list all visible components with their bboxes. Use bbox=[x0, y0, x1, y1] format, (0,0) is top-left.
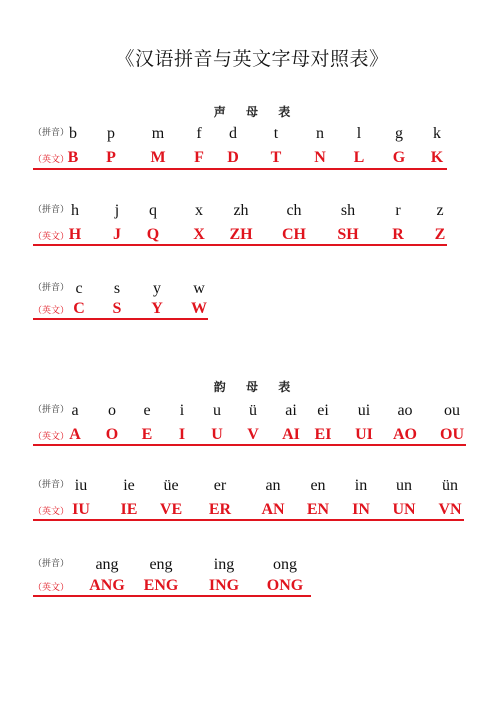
pinyin-cell: f bbox=[196, 125, 202, 142]
row-underline bbox=[33, 244, 447, 246]
pinyin-row-label: （拼音） bbox=[33, 205, 70, 215]
pinyin-cell: c bbox=[75, 280, 83, 297]
pinyin-cell: t bbox=[273, 125, 279, 142]
heading-char: 表 bbox=[278, 105, 291, 119]
heading-char: 韵 bbox=[213, 380, 226, 394]
heading-char: 母 bbox=[245, 380, 258, 394]
english-cell: AI bbox=[282, 426, 300, 443]
pinyin-cell: u bbox=[213, 402, 221, 419]
page-title: 《汉语拼音与英文字母对照表》 bbox=[115, 48, 389, 70]
heading-char: 声 bbox=[213, 105, 226, 119]
pinyin-cell: r bbox=[395, 202, 401, 219]
pinyin-cell: n bbox=[316, 125, 324, 142]
heading-char: 表 bbox=[278, 380, 291, 394]
pinyin-cell: w bbox=[193, 280, 205, 297]
english-cell: IE bbox=[120, 501, 138, 518]
pinyin-row-label: （拼音） bbox=[33, 480, 70, 490]
pinyin-cell: ch bbox=[286, 202, 302, 219]
pinyin-cell: er bbox=[213, 477, 227, 494]
pinyin-cell: a bbox=[71, 402, 79, 419]
english-cell: Z bbox=[434, 226, 446, 243]
english-row-label: （英文） bbox=[33, 507, 70, 517]
english-cell: X bbox=[193, 226, 205, 243]
english-cell: R bbox=[392, 226, 404, 243]
english-cell: IN bbox=[352, 501, 370, 518]
english-cell: N bbox=[314, 149, 326, 166]
pinyin-cell: ui bbox=[357, 402, 371, 419]
english-row-label: （英文） bbox=[33, 306, 70, 316]
english-cell: I bbox=[178, 426, 186, 443]
pinyin-cell: un bbox=[396, 477, 412, 494]
pinyin-cell: ü bbox=[249, 402, 257, 419]
english-cell: J bbox=[113, 226, 121, 243]
english-cell: OU bbox=[440, 426, 464, 443]
english-cell: L bbox=[353, 149, 365, 166]
pinyin-cell: m bbox=[151, 125, 165, 142]
english-cell: V bbox=[247, 426, 259, 443]
english-row-label: （英文） bbox=[33, 155, 70, 165]
pinyin-cell: ai bbox=[285, 402, 297, 419]
english-cell: AO bbox=[393, 426, 417, 443]
pinyin-cell: en bbox=[310, 477, 326, 494]
pinyin-cell: sh bbox=[340, 202, 356, 219]
pinyin-row-label: （拼音） bbox=[33, 559, 70, 569]
english-cell: K bbox=[430, 149, 444, 166]
pinyin-cell: ing bbox=[213, 556, 235, 573]
section-heading-finals bbox=[0, 378, 504, 395]
pinyin-cell: k bbox=[433, 125, 441, 142]
pinyin-cell: iu bbox=[74, 477, 88, 494]
english-cell: ZH bbox=[229, 226, 253, 243]
english-cell: EI bbox=[314, 426, 332, 443]
pinyin-cell: y bbox=[153, 280, 161, 297]
row-underline bbox=[33, 444, 466, 446]
pinyin-cell: d bbox=[229, 125, 237, 142]
pinyin-row-label: （拼音） bbox=[33, 128, 70, 138]
english-row-label: （英文） bbox=[33, 432, 70, 442]
english-cell: T bbox=[270, 149, 282, 166]
pinyin-cell: ang bbox=[95, 556, 119, 573]
pinyin-cell: o bbox=[108, 402, 116, 419]
english-cell: E bbox=[141, 426, 153, 443]
english-cell: C bbox=[73, 300, 85, 317]
pinyin-cell: e bbox=[143, 402, 151, 419]
row-underline bbox=[33, 595, 311, 597]
english-cell: VN bbox=[438, 501, 462, 518]
row-underline bbox=[33, 519, 464, 521]
english-cell: F bbox=[194, 149, 204, 166]
pinyin-cell: üe bbox=[163, 477, 179, 494]
english-cell: A bbox=[69, 426, 81, 443]
pinyin-cell: g bbox=[395, 125, 403, 142]
english-cell: B bbox=[67, 149, 79, 166]
pinyin-cell: i bbox=[179, 402, 185, 419]
english-cell: W bbox=[191, 300, 207, 317]
english-cell: ING bbox=[208, 577, 240, 594]
english-cell: ENG bbox=[143, 577, 179, 594]
english-cell: IU bbox=[72, 501, 90, 518]
pinyin-cell: z bbox=[436, 202, 444, 219]
pinyin-cell: eng bbox=[149, 556, 173, 573]
heading-char: 母 bbox=[245, 105, 258, 119]
pinyin-cell: s bbox=[113, 280, 121, 297]
english-cell: UN bbox=[392, 501, 416, 518]
section-heading-initials bbox=[0, 103, 504, 120]
pinyin-cell: ie bbox=[123, 477, 135, 494]
pinyin-cell: h bbox=[71, 202, 79, 219]
english-cell: ANG bbox=[89, 577, 125, 594]
pinyin-cell: b bbox=[69, 125, 77, 142]
pinyin-cell: ao bbox=[397, 402, 413, 419]
pinyin-cell: l bbox=[356, 125, 362, 142]
row-underline bbox=[33, 318, 208, 320]
english-cell: CH bbox=[282, 226, 306, 243]
english-cell: UI bbox=[355, 426, 373, 443]
english-cell: U bbox=[211, 426, 223, 443]
pinyin-row-label: （拼音） bbox=[33, 405, 70, 415]
english-cell: SH bbox=[337, 226, 359, 243]
pinyin-row-label: （拼音） bbox=[33, 283, 70, 293]
english-cell: S bbox=[112, 300, 122, 317]
english-cell: Q bbox=[146, 226, 160, 243]
english-cell: D bbox=[227, 149, 239, 166]
pinyin-cell: q bbox=[149, 202, 157, 219]
pinyin-cell: ou bbox=[444, 402, 460, 419]
english-cell: ONG bbox=[266, 577, 304, 594]
english-cell: EN bbox=[306, 501, 330, 518]
pinyin-cell: x bbox=[195, 202, 203, 219]
pinyin-cell: p bbox=[107, 125, 115, 142]
english-cell: ER bbox=[208, 501, 232, 518]
english-row-label: （英文） bbox=[33, 583, 70, 593]
english-cell: O bbox=[105, 426, 119, 443]
english-cell: Y bbox=[151, 300, 163, 317]
english-row-label: （英文） bbox=[33, 232, 70, 242]
pinyin-cell: ün bbox=[442, 477, 458, 494]
pinyin-cell: j bbox=[114, 202, 120, 219]
pinyin-cell: zh bbox=[233, 202, 249, 219]
english-cell: H bbox=[68, 226, 82, 243]
english-cell: VE bbox=[159, 501, 183, 518]
english-cell: G bbox=[392, 149, 406, 166]
pinyin-cell: an bbox=[265, 477, 281, 494]
english-cell: AN bbox=[261, 501, 285, 518]
pinyin-cell: ong bbox=[273, 556, 297, 573]
english-cell: M bbox=[150, 149, 166, 166]
row-underline bbox=[33, 168, 447, 170]
pinyin-cell: ei bbox=[317, 402, 329, 419]
pinyin-cell: in bbox=[354, 477, 368, 494]
english-cell: P bbox=[106, 149, 116, 166]
